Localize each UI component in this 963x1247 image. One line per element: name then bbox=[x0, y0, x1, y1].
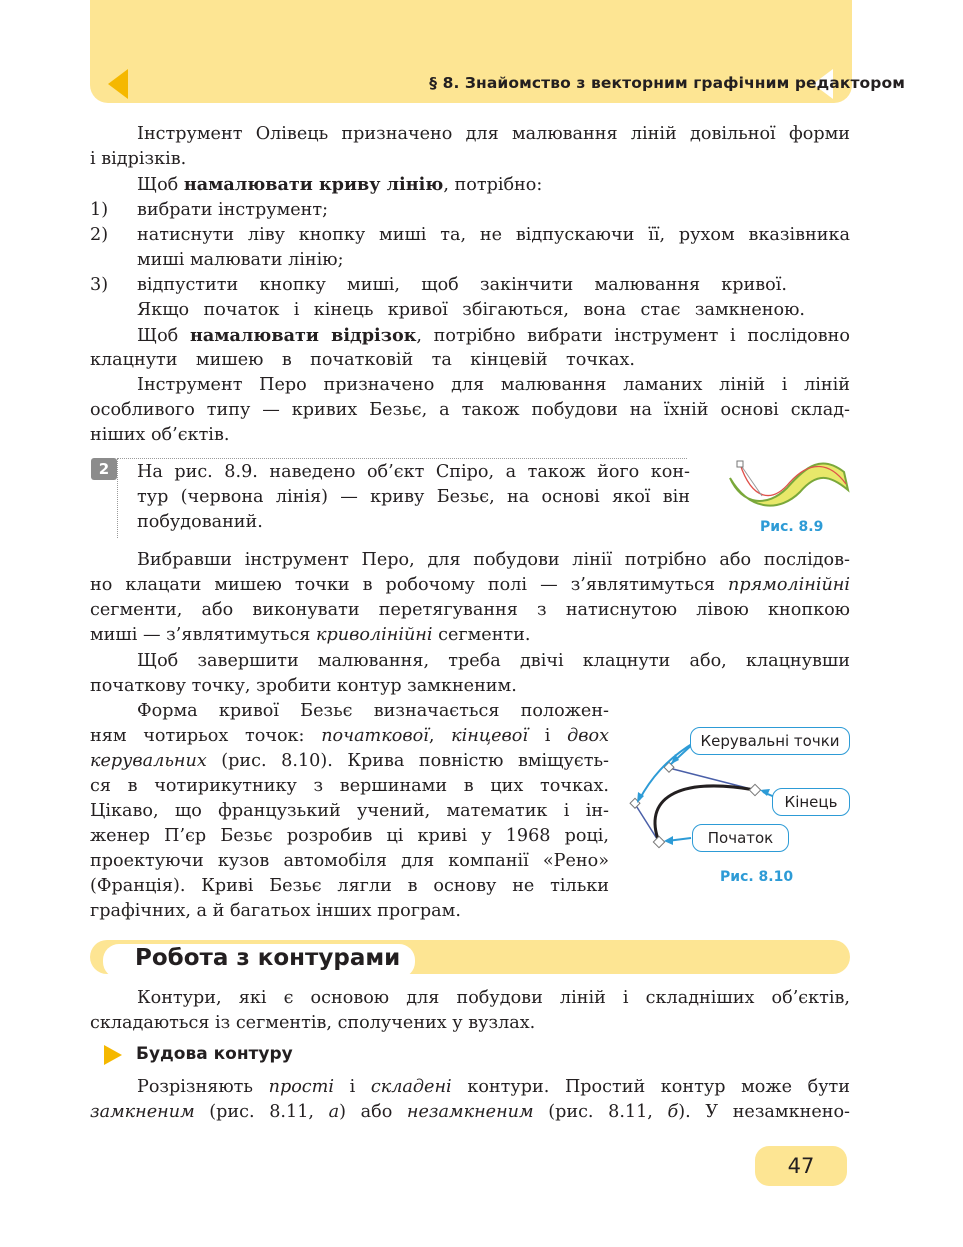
triangle-left-icon bbox=[108, 69, 128, 99]
note-line: На рис. 8.9. наведено об’єкт Спіро, а також його кон- bbox=[137, 462, 690, 482]
list-number: 1) bbox=[90, 200, 109, 220]
text-line: особливого типу — кривих Безьє, а також побудови на їхній основі склад- bbox=[90, 400, 850, 420]
text-line: (Франція). Криві Безьє лягли в основу не тільки bbox=[90, 876, 609, 896]
text-line: Щоб завершити малювання, треба двічі клацнути або, клацнувши bbox=[137, 651, 850, 671]
header-title: § 8. Знайомство з векторним графічним редактором bbox=[429, 74, 905, 92]
text-line: Якщо початок і кінець кривої збігаються, вона стає замкненою. bbox=[137, 300, 805, 320]
text-line: женер П’єр Безьє розробив ці криві у 1968 році, bbox=[90, 826, 609, 846]
callout-end: Кінець bbox=[772, 788, 850, 816]
text-line: Форма кривої Безьє визначається положен- bbox=[137, 701, 609, 721]
text-line: сегменти, або виконувати перетягування з натиснутою лівою кнопкою bbox=[90, 600, 850, 620]
text-line: ся в чотирикутнику з вершинами в цих точках. bbox=[90, 776, 609, 796]
text-line: миші — з’являтимуться криволінійні сегменти. bbox=[90, 625, 531, 645]
note-line: побудований. bbox=[137, 512, 263, 532]
callout-start: Початок bbox=[692, 824, 789, 852]
figure-caption: Рис. 8.9 bbox=[760, 519, 824, 535]
text-line: і відрізків. bbox=[90, 149, 187, 169]
text-line: Інструмент Перо призначено для малювання ламаних ліній і ліній bbox=[137, 375, 850, 395]
text-line: Вибравши інструмент Перо, для побудови лінії потрібно або послідов- bbox=[137, 550, 850, 570]
text-line: Контури, які є основою для побудови ліній і складніших об’єктів, bbox=[137, 988, 850, 1008]
text-line: початкову точку, зробити контур замкненим. bbox=[90, 676, 517, 696]
triangle-bullet-icon bbox=[104, 1045, 122, 1065]
text-line: проектуючи кузов автомобіля для компанії «Рено» bbox=[90, 851, 609, 871]
figure-caption: Рис. 8.10 bbox=[720, 869, 794, 885]
text-line: клацнути мишею в початковій та кінцевій точках. bbox=[90, 350, 635, 370]
text-line: складаються із сегментів, сполучених у вузлах. bbox=[90, 1013, 536, 1033]
callout-control-points: Керувальні точки bbox=[690, 727, 850, 755]
page-number: 47 bbox=[755, 1146, 847, 1186]
list-item: миші малювати лінію; bbox=[137, 250, 344, 270]
text-line: Щоб намалювати криву лінію, потрібно: bbox=[137, 174, 543, 195]
text-line: керувальних (рис. 8.10). Крива повністю вміщуєть- bbox=[90, 751, 609, 771]
subsection-title: Будова контуру bbox=[136, 1044, 293, 1064]
list-item: вибрати інструмент; bbox=[137, 200, 329, 220]
text-line: замкненим (рис. 8.11, а) або незамкненим (рис. 8.11, б). У незамкнено- bbox=[90, 1102, 850, 1122]
spiro-figure bbox=[722, 450, 852, 510]
note-divider bbox=[117, 458, 118, 538]
text-line: Розрізняють прості і складені контури. Простий контур може бути bbox=[137, 1077, 851, 1097]
list-number: 3) bbox=[90, 275, 109, 295]
note-divider bbox=[117, 458, 687, 459]
list-item: відпустити кнопку миші, щоб закінчити малювання кривої. bbox=[137, 275, 787, 295]
text-line: графічних, а й багатьох інших програм. bbox=[90, 901, 461, 921]
text-line: ніших об’єктів. bbox=[90, 425, 230, 445]
text-line: но клацати мишею точки в робочому полі — з’являтимуться прямолінійні bbox=[90, 575, 850, 595]
note-badge: 2 bbox=[91, 458, 117, 480]
text-line: Інструмент Олівець призначено для малювання ліній довільної форми bbox=[137, 124, 850, 144]
text-line: ням чотирьох точок: початкової, кінцевої і двох bbox=[90, 726, 609, 746]
text-line: Щоб намалювати відрізок, потрібно вибрати інструмент і послідовно bbox=[137, 325, 850, 346]
list-number: 2) bbox=[90, 225, 109, 245]
section-title: Робота з контурами bbox=[135, 945, 401, 971]
note-line: тур (червона лінія) — криву Безьє, на основі якої він bbox=[137, 487, 690, 507]
list-item: натиснути ліву кнопку миші та, не відпускаючи її, рухом вказівника bbox=[137, 225, 850, 245]
text-line: Цікаво, що французький учений, математик і ін- bbox=[90, 801, 609, 821]
